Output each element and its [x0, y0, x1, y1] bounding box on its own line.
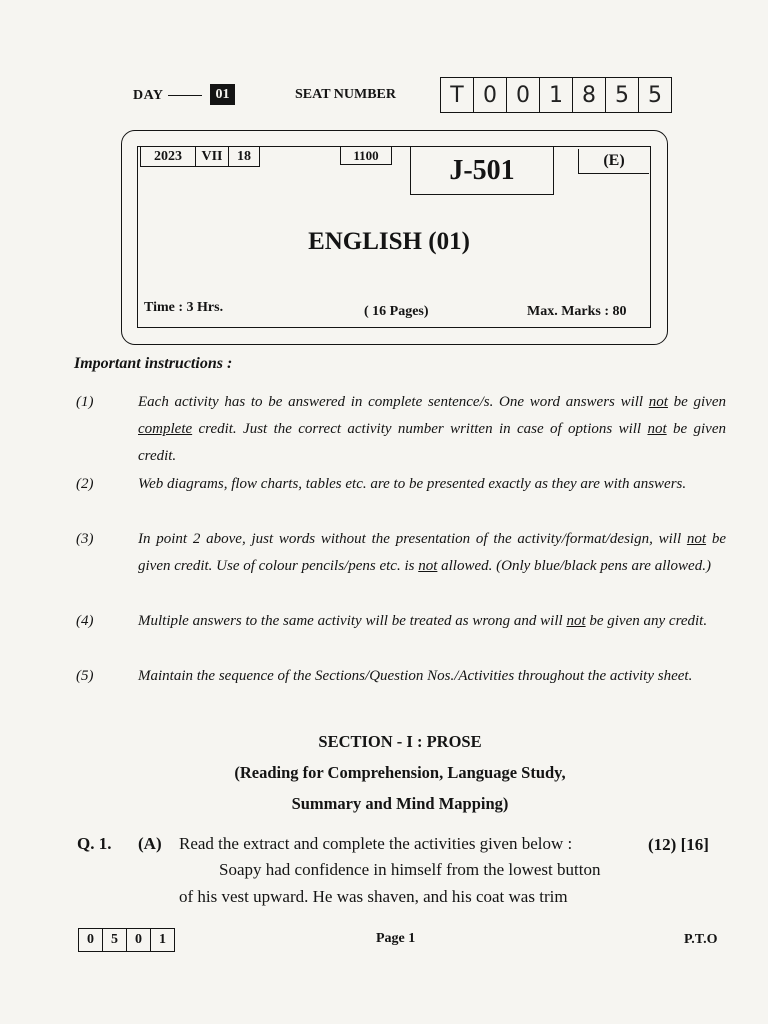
subject-title: ENGLISH (01): [308, 228, 470, 255]
question-part: (A): [138, 834, 162, 853]
instruction-item: [76, 663, 726, 690]
exam-time-code: 1100: [340, 146, 392, 165]
exam-month: VII: [196, 146, 229, 167]
section-subtitle-line2: Summary and Mind Mapping): [291, 794, 509, 813]
seat-digit: 5: [638, 78, 671, 112]
seat-digit: T: [450, 83, 464, 108]
instruction-item: [76, 526, 726, 580]
question-prompt: Read the extract and complete the activities given below :: [179, 834, 573, 853]
instruction-text: Maintain the sequence of the Sections/Question Nos./Activities throughout the activity sheet.: [138, 668, 693, 684]
seat-digit: 1: [539, 78, 572, 112]
seat-digit: 5: [605, 78, 638, 112]
section-title: SECTION - I : PROSE: [318, 732, 482, 751]
max-marks: Max. Marks : 80: [527, 304, 627, 319]
instructions-heading: Important instructions :: [74, 355, 233, 372]
instruction-item: [76, 389, 726, 470]
exam-date-cells: [140, 146, 260, 167]
section-subtitle-line1: (Reading for Comprehension, Language Study,: [234, 763, 566, 782]
seat-digit: 0: [506, 78, 539, 112]
instruction-number: (3): [76, 531, 94, 547]
question-number: Q. 1.: [77, 834, 112, 853]
paper-code-boxes: [78, 928, 175, 952]
extract-line: Soapy had confidence in himself from the lowest button: [219, 860, 601, 879]
seat-digit: 8: [572, 78, 605, 112]
exam-year: 2023: [140, 146, 196, 167]
instruction-item: [76, 608, 726, 635]
seat-number-label: SEAT NUMBER: [295, 87, 397, 102]
pto-label: P.T.O: [684, 932, 718, 947]
exam-date: 18: [229, 146, 260, 167]
seat-number-boxes: [440, 77, 672, 113]
day-number: 01: [210, 84, 235, 105]
instruction-text: In point 2 above, just words without the presentation of the activity/format/design, will not be given credit. Use of colour pencils/pens etc. is not allowed. (Only blue/black pens are allowed.): [138, 531, 726, 574]
instruction-number: (4): [76, 613, 94, 629]
code-digit: 0: [87, 932, 94, 947]
instruction-number: (1): [76, 394, 94, 410]
code-digit: 1: [150, 929, 174, 951]
instruction-text: Each activity has to be answered in complete sentence/s. One word answers will not be given complete credit. Just the correct activity number written in case of options will not be given credit.: [138, 394, 726, 464]
instruction-text: Multiple answers to the same activity will be treated as wrong and will not be given any credit.: [138, 613, 708, 629]
page-count: ( 16 Pages): [364, 304, 429, 319]
medium-code: (E): [578, 149, 649, 174]
seat-digit: 0: [473, 78, 506, 112]
page-number: Page 1: [376, 931, 416, 946]
code-digit: 5: [102, 929, 126, 951]
instruction-text: Web diagrams, flow charts, tables etc. are to be presented exactly as they are with answers.: [138, 476, 687, 492]
exam-duration: Time : 3 Hrs.: [144, 300, 224, 315]
question-marks: (12) [16]: [648, 835, 709, 854]
paper-code: J-501: [410, 146, 554, 195]
extract-line: of his vest upward. He was shaven, and his coat was trim: [179, 887, 568, 906]
instruction-number: (2): [76, 476, 94, 492]
instruction-item: [76, 471, 726, 498]
instruction-number: (5): [76, 668, 94, 684]
day-label: DAY: [133, 88, 206, 104]
code-digit: 0: [126, 929, 150, 951]
